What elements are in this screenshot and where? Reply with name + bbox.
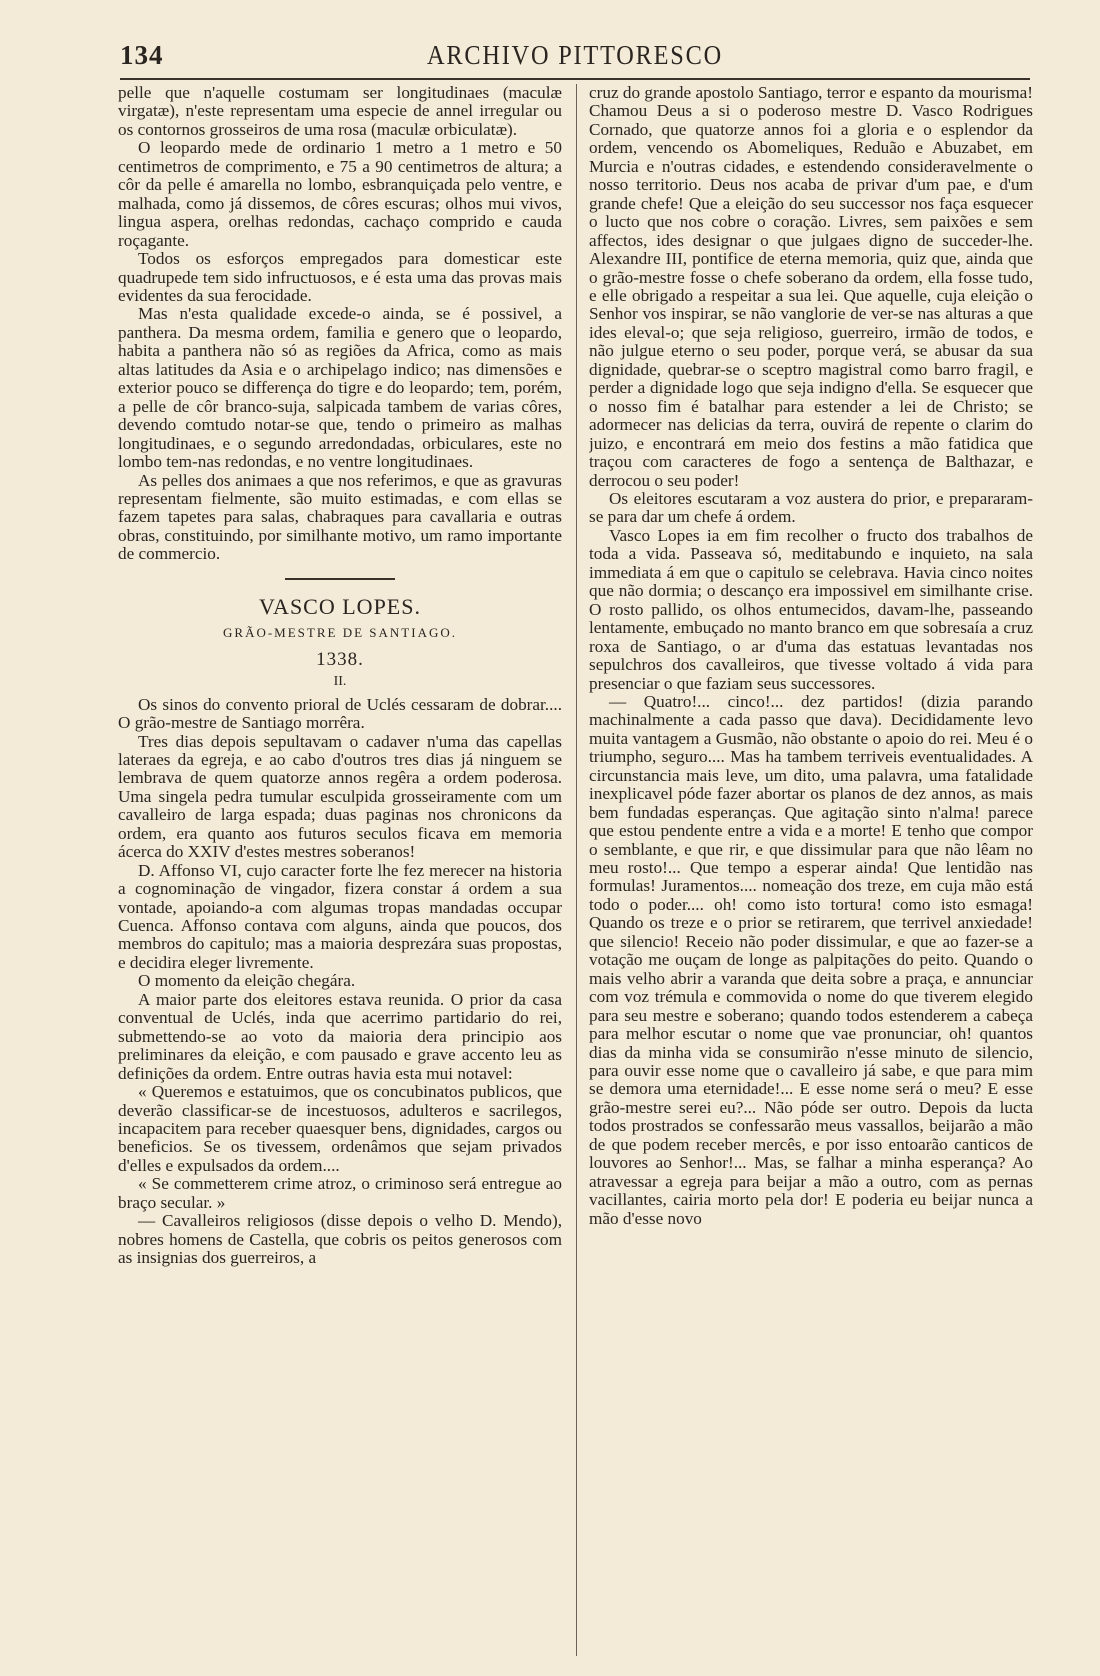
article-part-number: II. [333, 674, 347, 690]
paragraph: A maior parte dos eleitores estava reunida. O prior da casa conventual de Uclés, inda que acerrimo partidario do rei, submettendo-se ao voto da maioria dera principio aos preliminares da eleição, e com pausado e grave accento leu as definições da ordem. Entre outras havia esta mui notavel: [118, 989, 562, 1083]
article-subtitle: GRÃO-MESTRE DE SANTIAGO. [223, 625, 457, 641]
left-column [118, 84, 562, 1662]
paragraph: cruz do grande apostolo Santiago, terror e espanto da mourisma! Chamou Deus a si o poderoso mestre D. Vasco Rodrigues Cornado, que quatorze annos foi a gloria e o esplendor da ordem, vencendo os Abomeliques, Reduão e Abuzabet, em Murcia e n'outras cidades, e estendendo consideravelmente o nosso territorio. Deus nos acaba de privar d'um pae, e d'um grande chefe! Que a eleição do seu successor nos faça esquecer o lucto que nos cobre o coração. Livres, sem paixões e sem affectos, ides designar o que julgaes digno de succeder-lhe. Alexandre III, pontifice de eterna memoria, quiz que, ainda que o grão-mestre fosse o chefe soberano da ordem, ella fosse tudo, e elle obrigado a respeitar a sua lei. Que aquelle, cuja eleição o Senhor vos inspirar, se não vanglorie de ver-se nas alturas a que ides eleval-o; que seja religioso, guerreiro, irmão de todos, e não julgue eterno o seu poder, porque verá, se abusar da sua dignidade, quebrar-se o sceptro magistral como barro fragil, e perder a dignidade logo que seja indigno d'ella. Se esquecer que o nosso fim é batalhar para estender a lei de Christo; se adormecer nas delicias da terra, ouvirá de repente o clarim do juizo, e encontrará em meio dos festins a mão fatidica que traçou com caracteres de fogo a sentença de Balthazar, e derrocou o seu poder! [589, 84, 1033, 490]
paragraph: Os sinos do convento prioral de Uclés cessaram de dobrar.... O grão-mestre de Santiago morrêra. [118, 694, 562, 733]
header-rule [120, 78, 1030, 80]
right-column [589, 84, 1033, 1662]
article-title: VASCO LOPES. [259, 593, 421, 619]
paragraph: — Quatro!... cinco!... dez partidos! (dizia parando machinalmente a cada passo que dava). Decididamente levo muita vantagem a Gusmão, não obstante o apoio do rei. Meu é o triumpho, seguro.... Mas ha tambem terriveis eventualidades. A circunstancia mais leve, um dito, uma palavra, uma fatalidade inexplicavel póde fazer abortar os planos de dez annos, as mais bem fundadas esperanças. Que agitação sinto n'alma! parece que estou pendente entre a vida e a morte! E tenho que compor o semblante, e que rir, e que dissimular para que não lêam no meu rosto!... Que tempo a esperar ainda! Que lentidão nas formulas! Juramentos.... nomeação dos treze, em cuja mão está todo o poder.... oh! como isto tortura! como isto esmaga! Quando os treze e o prior se retirarem, que terrivel anxiedade! que silencio! Receio não poder dissimular, e que ao fazer-se a votação me ouçam de longe as palpitações do peito. Quando o mais velho abrir a varanda que deita sobre a praça, e annunciar com voz trémula e commovida o nome do que tiverem elegido para seu mestre e soberano; quando todos estenderem a cabeça para melhor escutar o nome que vae pronunciar, oh! quantos dias da minha vida se consumirão n'esse minuto de silencio, para ouvir esse nome que o cavalleiro já sabe, e que para mim se demora uma eternidade!... E esse nome será o meu? E esse grão-mestre serei eu?... Não póde ser outro. Depois da lucta todos prostrados se confessarão meus vassallos, beijarão a mão de que podem receber mercês, e por isso entoarão canticos de louvores ao Senhor!... Mas, se falhar a minha esperança? Ao atravessar a egreja para beijar a mão a outro, com as pernas vacillantes, cairia morto pela dor! E poderia eu beijar nunca a mão d'esse novo [589, 691, 1033, 1228]
page-header [120, 36, 1030, 76]
page-number: 134 [120, 40, 164, 70]
paragraph: Os eleitores escutaram a voz austera do prior, e prepararam-se para dar um chefe á ordem. [589, 488, 1033, 527]
article-year: 1338. [316, 648, 364, 670]
paragraph: « Queremos e estatuimos, que os concubinatos publicos, que deverão classificar-se de incestuosos, adulteros e sacrilegos, incapacitem para receber quaesquer bens, dignidades, cargos ou beneficios. Se os tivessem, ordenâmos que sejam privados d'elles e expulsados da ordem.... [118, 1082, 562, 1175]
paragraph: D. Affonso VI, cujo caracter forte lhe fez merecer na historia a cognominação de vingador, fizera constar á ordem a sua vontade, apoiando-a com algumas tropas mandadas occupar Cuenca. Affonso contava com alguns, ainda que poucos, dos membros do capitulo; mas a maioria desprezára suas propostas, e decidira eleger livremente. [118, 860, 562, 972]
paragraph: Mas n'esta qualidade excede-o ainda, se é possivel, a panthera. Da mesma ordem, familia e genero que o leopardo, habita a panthera não só as regiões da Africa, como as mais altas latitudes da Asia e o archipelago indico; nas dimensões e exterior pouco se differença do tigre e do leopardo; tem, porém, a pelle de côr branco-suja, salpicada tambem de varias côres, devendo comtudo notar-se que, tendo o primeiro as malhas longitudinaes, e o segundo arredondadas, orbiculares, este no lombo tem-nas redondas, e no ventre longitudinaes. [118, 304, 562, 472]
paragraph: — Cavalleiros religiosos (disse depois o velho D. Mendo), nobres homens de Castella, que cobris os peitos generosos com as insignias dos guerreiros, a [118, 1211, 562, 1268]
paragraph: pelle que n'aquelle costumam ser longitudinaes (maculæ virgatæ), n'este representam uma especie de annel irregular ou os contornos grosseiros de uma rosa (maculæ orbiculatæ). [118, 84, 562, 139]
section-separator [285, 578, 395, 580]
paragraph: Todos os esforços empregados para domesticar este quadrupede tem sido infructuosos, e é esta uma das provas mais evidentes da sua ferocidade. [118, 249, 562, 305]
paragraph: O leopardo mede de ordinario 1 metro a 1 metro e 50 centimetros de comprimento, e 75 a 90 centimetros de altura; a côr da pelle é amarella no lombo, esbranquiçada pelo ventre, e malhada, como já dissemos, de côres escuras; olhos mui vivos, lingua aspera, orelhas redondas, cachaço comprido e cauda roçagante. [118, 138, 562, 250]
paragraph: Vasco Lopes ia em fim recolher o fructo dos trabalhos de toda a vida. Passeava só, meditabundo e inquieto, na sala immediata á em que o capitulo se celebrava. Havia cinco noites que não dormia; o descanço era impossivel em similhante crise. O rosto pallido, os olhos entumecidos, davam-lhe, passeando lentamente, embuçado no manto branco em que sobresaía a cruz roxa de Santiago, o ar d'uma das estatuas levantadas nos sepulchros dos cavalleiros, que tivesse voltado á vida para presenciar o que faziam seus successores. [589, 525, 1033, 693]
paragraph: « Se commetterem crime atroz, o criminoso será entregue ao braço secular. » [118, 1174, 562, 1212]
running-head: ARCHIVO PITTORESCO [427, 40, 723, 70]
paragraph: O momento da eleição chegára. [138, 971, 356, 991]
column-divider [576, 84, 577, 1656]
paragraph: Tres dias depois sepultavam o cadaver n'uma das capellas lateraes da egreja, e ao cabo d'outros tres dias já ninguem se lembrava de quem quatorze annos regêra a ordem poderosa. Uma singela pedra tumular esculpida grosseiramente com um cavalleiro de larga espada; duas paginas nos chronicons da ordem, era quanto aos futuros seculos ficava em memoria ácerca do XXIV d'estes mestres soberanos! [118, 731, 562, 862]
paragraph: As pelles dos animaes a que nos referimos, e que as gravuras representam fielmente, são muito estimadas, e com ellas se fazem tapetes para salas, chabraques para cavallaria e outras obras, constituindo, por similhante motivo, um ramo importante de commercio. [118, 470, 562, 564]
